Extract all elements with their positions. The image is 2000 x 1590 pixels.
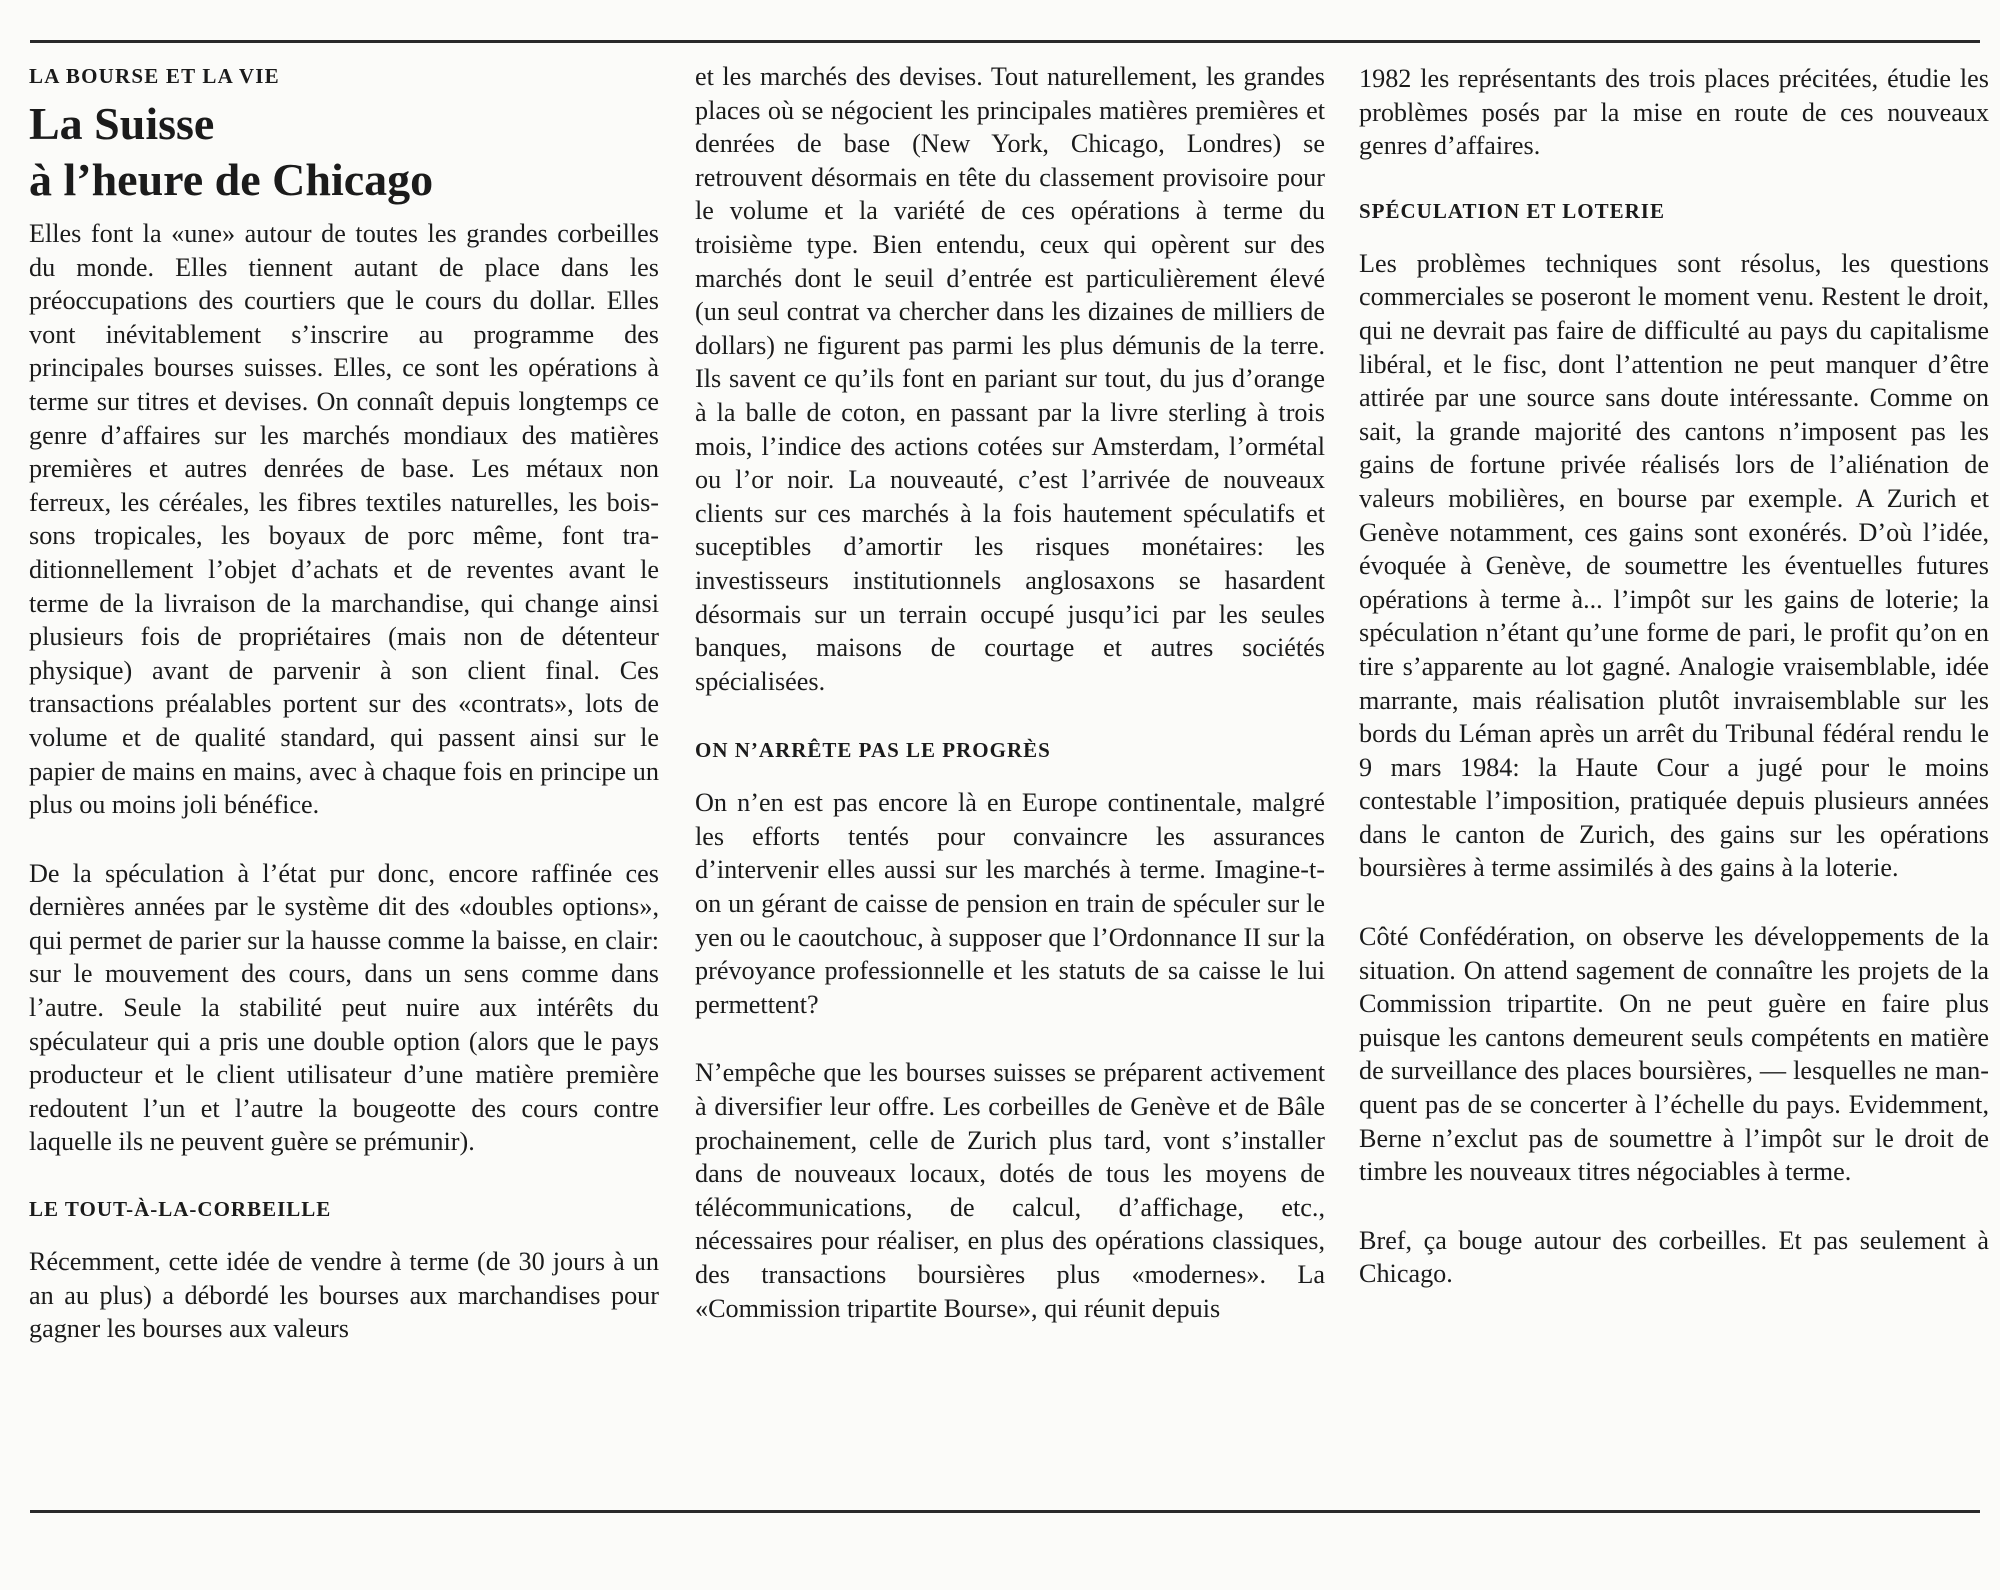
paragraph-8: Bref, ça bouge autour des corbeilles. Et pas seulement à Chicago. xyxy=(1359,1225,1989,1289)
column-1 xyxy=(29,62,659,1346)
paragraph-3-start: Récemment, cette idée de vendre à terme (de 30 jours à un an au plus) a débordé les bourses aux marchandises pour gagner les bourses aux valeurs xyxy=(29,1247,659,1344)
title-line-1: La Suisse xyxy=(29,98,215,149)
paragraph-7: Côté Confédération, on observe les développements de la situation. On attend sagement de connaître les projets de la Commission tripartite. On ne peut guère en faire plus puisque les cantons demeurent seuls compétents en matière de surveillance des places boursières, — lesquelles ne manquent pas de se concerter à l’échelle du pays. Evidemment, Berne n’exclut pas de soumettre à l’impôt sur le droit de timbre les nouveaux titres négociables à terme. xyxy=(1359,922,1989,1187)
paragraph-5-start: N’empêche que les bourses suisses se préparent activement à diversifier leur offre. Les corbeilles de Genève et de Bâle prochainement, celle de Zurich plus tard, vont s’installer dans de nouveaux locaux, dotés de tous les moyens de télécommunications, de calcul, d’affichage, etc., nécessaires pour réaliser, en plus des opérations classiques, des transactions boursières plus «modernes». La «Commission tripartite Bourse», qui réunit depuis xyxy=(695,1058,1325,1323)
column-2 xyxy=(695,60,1325,1325)
title-line-2: à l’heure de Chicago xyxy=(29,154,434,205)
paragraph-3-end: et les marchés des devises. Tout naturellement, les grandes places où se négocient les principales matières premières et denrées de base (New York, Chicago, Londres) se retrouvent désormais en tête du classement provisoire pour le volume et la variété de ces opérations à terme du troisième type. Bien entendu, ceux qui opèrent sur des marchés dont le seuil d’entrée est particulièrement élevé (un seul contrat va chercher dans les dizaines de milliers de dollars) ne figurent pas parmi les plus démunis de la terre. Ils savent ce qu’ils font en pariant sur tout, du jus d’orange à la balle de coton, en passant par la livre sterling à trois mois, l’indice des actions cotées sur Amsterdam, l’ormétal ou l’or noir. La nouveauté, c’est l’arrivée de nouveaux clients sur ces marchés à la fois hautement spéculatifs et suceptibles d’amortir les risques monétaires: les investisseurs institutionnels anglosaxons se hasardent désormais sur un terrain occupé jusqu’ici par les seules banques, maisons de courtage et autres sociétés spécialisées. xyxy=(695,62,1325,696)
paragraph-1: Elles font la «une» autour de toutes les grandes corbeilles du monde. Elles tiennent autant de place dans les préoccupations des courtiers que le cours du dollar. Elles vont inévitablement s’inscrire au programme des principales bourses suisses. Elles, ce sont les opérations à terme sur titres et devises. On connaît depuis longtemps ce genre d’affaires sur les marchés mondiaux des matières premières et autres denrées de base. Les métaux non ferreux, les céréales, les fibres textiles naturelles, les boissons tropicales, les boyaux de porc même, font traditionnellement l’objet d’achats et de reventes avant le terme de la livraison de la marchandise, qui change ainsi plusieurs fois de propriétaires (mais non de détenteur physique) avant de parvenir à son client final. Ces transactions préalables portent sur des «contrats», lots de volume et de qualité standard, qui passent ainsi sur le papier de mains en mains, avec à chaque fois en principe un plus ou moins joli bénéfice. xyxy=(29,219,659,820)
section-kicker: LA BOURSE ET LA VIE xyxy=(29,64,280,88)
paragraph-5-end: 1982 les représentants des trois places précitées, étudie les problèmes posés par la mise en route de ces nouveaux genres d’affaires. xyxy=(1359,64,1989,161)
paragraph-4: On n’en est pas encore là en Europe continentale, malgré les efforts tentés pour convaincre les assurances d’intervenir elles aussi sur les marchés à terme. Imagine-t-on un gérant de caisse de pension en train de spéculer sur le yen ou le caoutchouc, à supposer que l’Ordonnance II sur la prévoyance professionnelle et les statuts de sa caisse le lui permettent? xyxy=(695,788,1325,1019)
bottom-rule xyxy=(30,1510,1980,1513)
subheading-speculation: SPÉCULATION ET LOTERIE xyxy=(1359,198,1665,223)
column-3 xyxy=(1359,62,1989,1291)
paragraph-2: De la spéculation à l’état pur donc, encore raffinée ces dernières années par le système dit des «doubles options», qui permet de parier sur la hausse comme la baisse, en clair: sur le mouvement des cours, dans un sens comme dans l’autre. Seule la stabilité peut nuire aux intérêts du spéculateur qui a pris une double option (alors que le pays producteur et le client utilisateur d’une matière première redoutent l’un et l’autre la bougeotte des cours contre laquelle ils ne peuvent guère se prémunir). xyxy=(29,858,659,1157)
subheading-progres: ON N’ARRÊTE PAS LE PROGRÈS xyxy=(695,738,1051,763)
top-rule xyxy=(30,40,1980,43)
paragraph-6: Les problèmes techniques sont résolus, les questions commerciales se poseront le moment venu. Restent le droit, qui ne devrait pas faire de difficulté au pays du capitalisme libéral, et le fisc, dont l’attention ne peut manquer d’être attirée par une source sans doute intéressante. Comme on sait, la grande majorité des cantons n’imposent pas les gains de fortune privée réalisés lors de l’aliénation de valeurs mobilières, en bourse par exemple. A Zurich et Genève notamment, ces gains sont exonérés. D’où l’idée, évoquée à Genève, de soumettre les éventuelles futures opérations à terme à... l’impôt sur les gains de loterie; la spéculation n’étant qu’une forme de pari, le profit qu’on en tire s’apparente au lot gagné. Analogie vraisemblable, idée marrante, mais réalisation plutôt invraisemblable sur les bords du Léman après un arrêt du Tribunal fédéral rendu le 9 mars 1984: la Haute Cour a jugé pour le moins contestable l’imposition, pratiquée depuis plusieurs années dans le canton de Zurich, des gains sur les opérations boursières à terme assimilés à des gains à la loterie. xyxy=(1359,248,1989,883)
article-title xyxy=(29,96,659,208)
subheading-corbeille: LE TOUT-À-LA-CORBEILLE xyxy=(29,1197,332,1222)
